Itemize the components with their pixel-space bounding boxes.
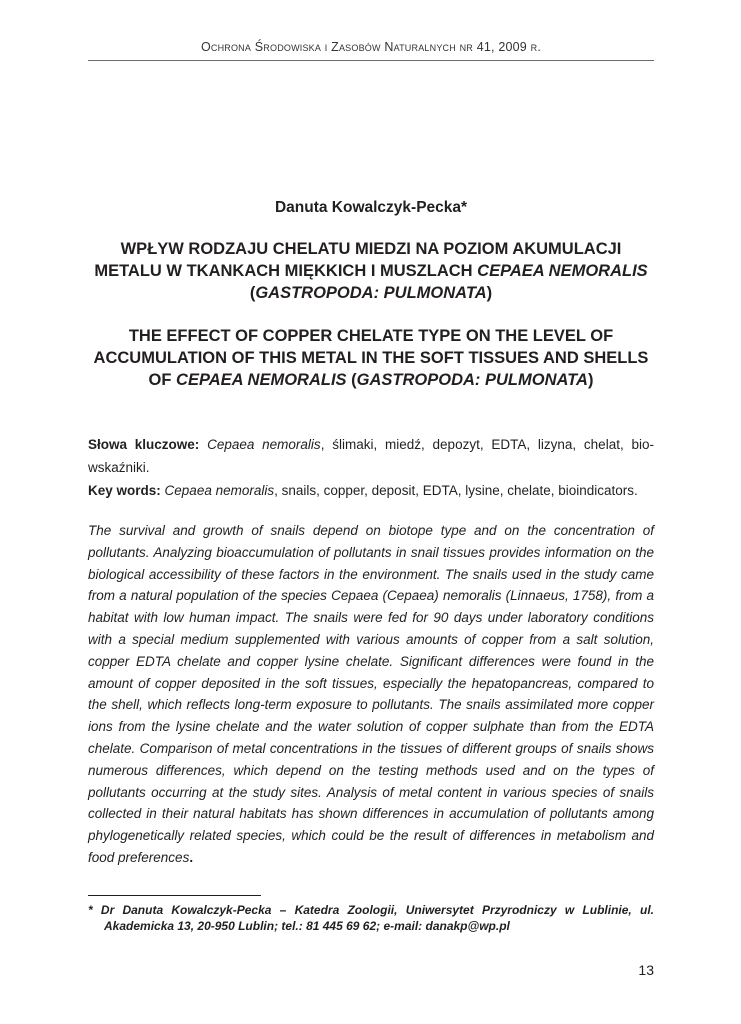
title-english [88, 325, 654, 391]
keywords-english-list: , snails, copper, deposit, EDTA, lysine, chelate, bioindicators. [274, 483, 638, 498]
title-polish-text: WPŁYW RODZAJU CHELATU MIEDZI NA POZIOM AKUMULACJI METALU W TKANKACH MIĘKKICH I MUSZLACH [94, 240, 622, 280]
issue-number: 41, 2009 [476, 40, 527, 54]
title-polish-taxon: GASTROPODA: PULMONATA [255, 284, 487, 302]
issue-label: nr [459, 40, 474, 54]
keywords-polish-list: , ślimaki, miedź, depozyt, EDTA, lizyna, chelat, bio-wskaźniki. [88, 437, 654, 475]
header-rule [88, 60, 654, 61]
title-english-close-paren: ) [587, 371, 594, 389]
abstract [88, 520, 654, 869]
title-polish-open-paren: ( [249, 284, 256, 302]
title-english-open-paren: ( [351, 371, 357, 389]
abstract-text: The survival and growth of snails depend on biotope type and on the concentration of pollutants. Analyzing bioaccumulation of pollutants in snail tissues provides information on the biological accessibility of these factors in the environment. The snails used in the study came from a natural population of the species Cepaea (Cepaea) nemoralis (Linnaeus, 1758), from a habitat with low human impact. The snails were fed for 90 days under laboratory conditions with a special medium supplemented with various amounts of copper from a salt solution, copper EDTA chelate and copper lysine chelate. Significant differences were found in the amount of copper deposited in the soft tissues, especially the hepatopancreas, compared to the shell, which reflects long-term exposure to pollutants. The snails assimilated more copper ions from the lysine chelate and the water solution of copper sulphate than from the EDTA chelate. Comparison of metal concentrations in the tissues of different groups of snails shows numerous differences, which depend on the testing methods used and on the types of pollutants occurring at the study sites. Analysis of metal content in various species of snails collected in their natural habitats has shown differences in accumulation of pollutants among phylogenetically related species, which could be the result of differences in metabolism and food preferences [88, 523, 654, 865]
title-polish-species: CEPAEA NEMORALIS [477, 262, 648, 280]
title-english-species: CEPAEA NEMORALIS [176, 371, 347, 389]
keywords-english-species: Cepaea nemoralis [164, 483, 275, 498]
keywords-english [88, 479, 654, 502]
title-polish [88, 238, 654, 304]
author-footnote: * Dr Danuta Kowalczyk-Pecka – Katedra Zoologii, Uniwersytet Przyrodniczy w Lublinie, ul. Akademicka 13, 20-950 Lublin; tel.: 81 445 69 62; e-mail: danakp@wp.pl [88, 903, 654, 933]
keywords-polish [88, 433, 654, 479]
running-head [88, 40, 654, 54]
title-english-text: THE EFFECT OF COPPER CHELATE TYPE ON THE LEVEL OF ACCUMULATION OF THIS METAL IN THE SOFT TISSUES AND SHELLS OF [93, 327, 649, 389]
title-english-taxon: GASTROPODA: PULMONATA [356, 371, 588, 389]
keywords-polish-species: Cepaea nemoralis [207, 437, 321, 452]
year-suffix: r. [530, 40, 542, 54]
abstract-end: . [189, 849, 194, 865]
journal-name: Ochrona Środowiska i Zasobów Naturalnych [200, 40, 456, 54]
footnote-rule [88, 895, 261, 896]
keywords-english-label: Key words: [88, 483, 161, 498]
page-number: 13 [638, 962, 654, 978]
keywords-polish-label: Słowa kluczowe: [88, 437, 200, 452]
title-polish-close-paren: ) [486, 284, 493, 302]
author-name: Danuta Kowalczyk-Pecka* [274, 199, 468, 216]
